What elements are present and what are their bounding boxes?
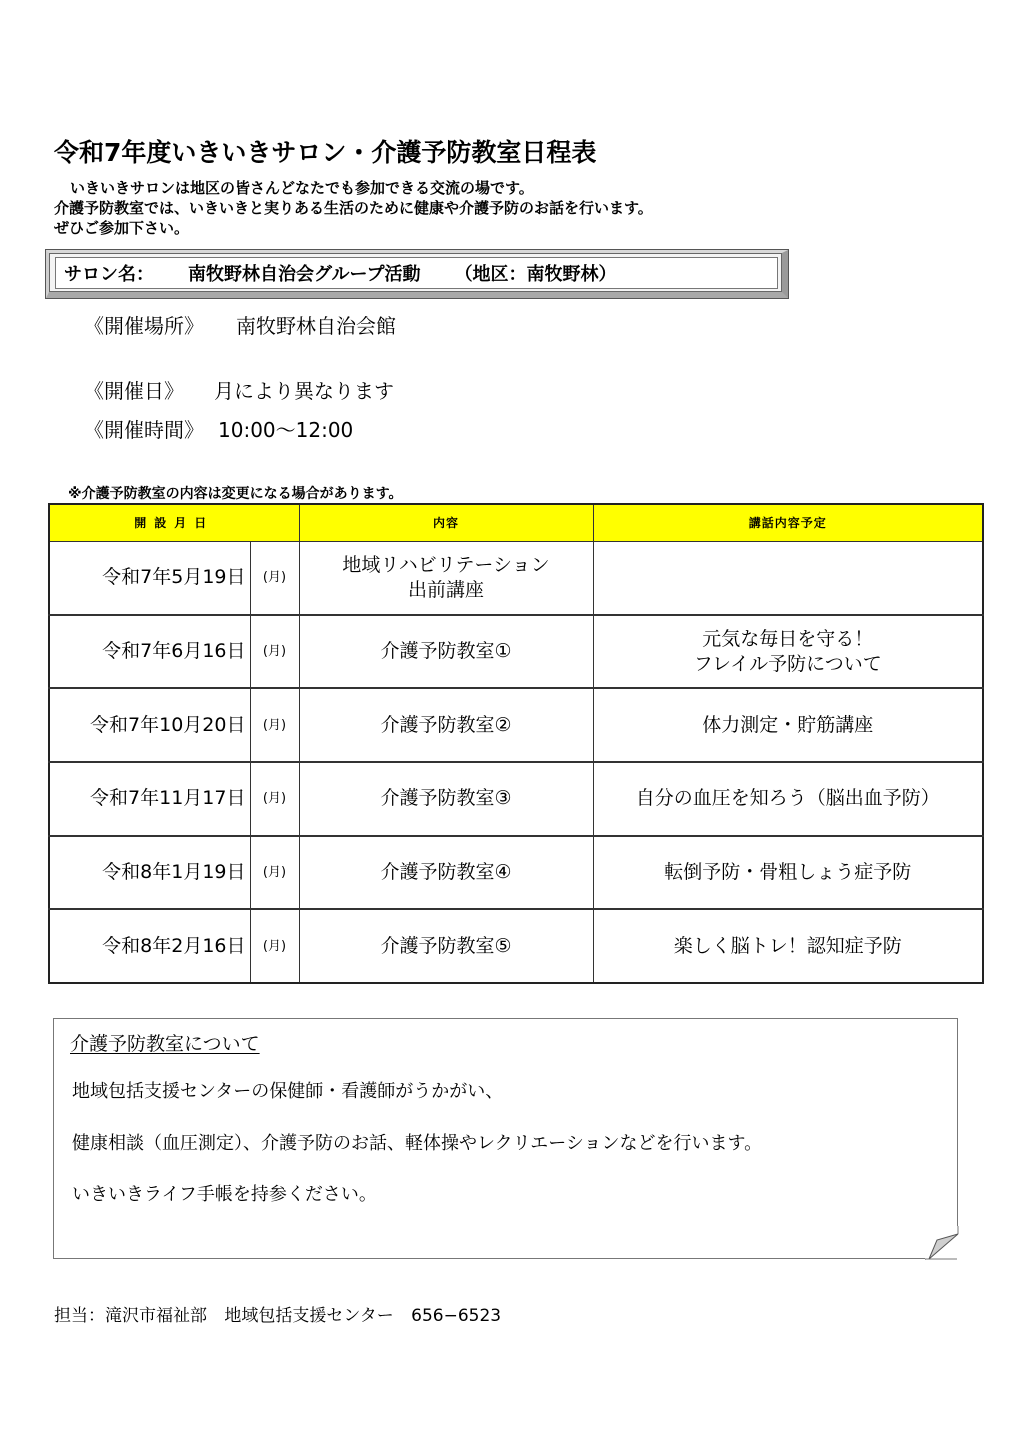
table-row [49, 836, 983, 910]
row-weekday: (月) [250, 762, 299, 836]
time-label: 《開催時間》 [84, 418, 204, 442]
content-line: 介護予防教室② [380, 713, 512, 736]
row-date: 令和8年2月16日 [49, 909, 250, 983]
table-row [49, 688, 983, 762]
topic-line: 自分の血圧を知ろう（脳出血予防） [635, 787, 940, 810]
intro-line: ぜひご参加下さい。 [54, 219, 190, 237]
topic-line: 転倒予防・骨粗しょう症予防 [664, 861, 912, 884]
intro-line: いきいきサロンは地区の皆さんどなたでも参加できる交流の場です。 [70, 179, 534, 197]
content-line: 介護予防教室③ [380, 787, 512, 810]
topic-line: 元気な毎日を守る！ [702, 627, 874, 650]
date-value: 月により異なります [214, 379, 394, 403]
row-date: 令和7年6月16日 [49, 615, 250, 689]
venue-value: 南牧野林自治会館 [236, 314, 396, 338]
row-topic [593, 688, 983, 762]
schedule-table [48, 503, 984, 984]
table-row [49, 615, 983, 689]
content-line: 介護予防教室① [380, 640, 512, 663]
topic-line: 体力測定・貯筋講座 [702, 713, 874, 736]
page-title: 令和7年度いきいきサロン・介護予防教室日程表 [54, 138, 597, 167]
venue-line [84, 310, 396, 339]
row-content [299, 615, 593, 689]
row-content [299, 541, 593, 615]
header-content: 内容 [299, 504, 593, 541]
row-weekday: (月) [250, 909, 299, 983]
contact-phone: 656−6523 [411, 1306, 502, 1326]
contact-center: 地域包括支援センター [224, 1306, 394, 1326]
intro-line: 介護予防教室では、いきいきと実りある生活のために健康や介護予防のお話を行います。 [54, 199, 653, 217]
contact-line [54, 1301, 501, 1326]
salon-district: （地区：南牧野林） [454, 264, 617, 285]
row-content [299, 836, 593, 910]
row-topic [593, 762, 983, 836]
card-line: 地域包括支援センターの保健師・看護師がうかがい、 [72, 1081, 504, 1102]
row-weekday: (月) [250, 615, 299, 689]
row-date: 令和7年11月17日 [49, 762, 250, 836]
card-line: 健康相談（血圧測定）、介護予防のお話、軽体操やレクリエーションなどを行います。 [72, 1133, 763, 1154]
row-content [299, 762, 593, 836]
salon-name: 南牧野林自治会グループ活動 [188, 264, 421, 285]
page-curl-icon [925, 1226, 959, 1260]
venue-label: 《開催場所》 [84, 314, 204, 338]
intro-text [54, 178, 653, 238]
date-label: 《開催日》 [84, 379, 184, 403]
row-weekday: (月) [250, 541, 299, 615]
row-content [299, 909, 593, 983]
row-topic [593, 909, 983, 983]
table-header-row [49, 504, 983, 541]
time-value: 10:00〜12:00 [218, 418, 354, 442]
table-row [49, 541, 983, 615]
salon-label: サロン名： [64, 264, 154, 285]
table-row [49, 762, 983, 836]
salon-name-inner [55, 257, 778, 289]
row-date: 令和7年10月20日 [49, 688, 250, 762]
row-date: 令和7年5月19日 [49, 541, 250, 615]
row-topic [593, 836, 983, 910]
row-topic [593, 541, 983, 615]
content-line: 出前講座 [408, 578, 485, 601]
contact-department: 担当：滝沢市福祉部 [54, 1306, 207, 1326]
salon-name-box [46, 250, 788, 298]
content-line: 介護予防教室④ [380, 861, 512, 884]
header-topic: 講話内容予定 [593, 504, 983, 541]
row-weekday: (月) [250, 836, 299, 910]
row-topic [593, 615, 983, 689]
topic-line: フレイル予防について [693, 652, 882, 675]
header-date: 開設月日 [49, 504, 299, 541]
row-weekday: (月) [250, 688, 299, 762]
info-card [53, 1018, 958, 1259]
card-line: いきいきライフ手帳を持参ください。 [72, 1184, 377, 1205]
row-content [299, 688, 593, 762]
row-date: 令和8年1月19日 [49, 836, 250, 910]
time-line [84, 414, 353, 443]
card-title: 介護予防教室について [70, 1033, 260, 1055]
content-line: 介護予防教室⑤ [380, 934, 512, 957]
table-row [49, 909, 983, 983]
change-note: ※介護予防教室の内容は変更になる場合があります。 [68, 486, 403, 502]
content-line: 地域リハビリテーション [342, 553, 550, 576]
topic-line: 楽しく脳トレ！認知症予防 [673, 934, 902, 957]
date-line [84, 375, 394, 404]
